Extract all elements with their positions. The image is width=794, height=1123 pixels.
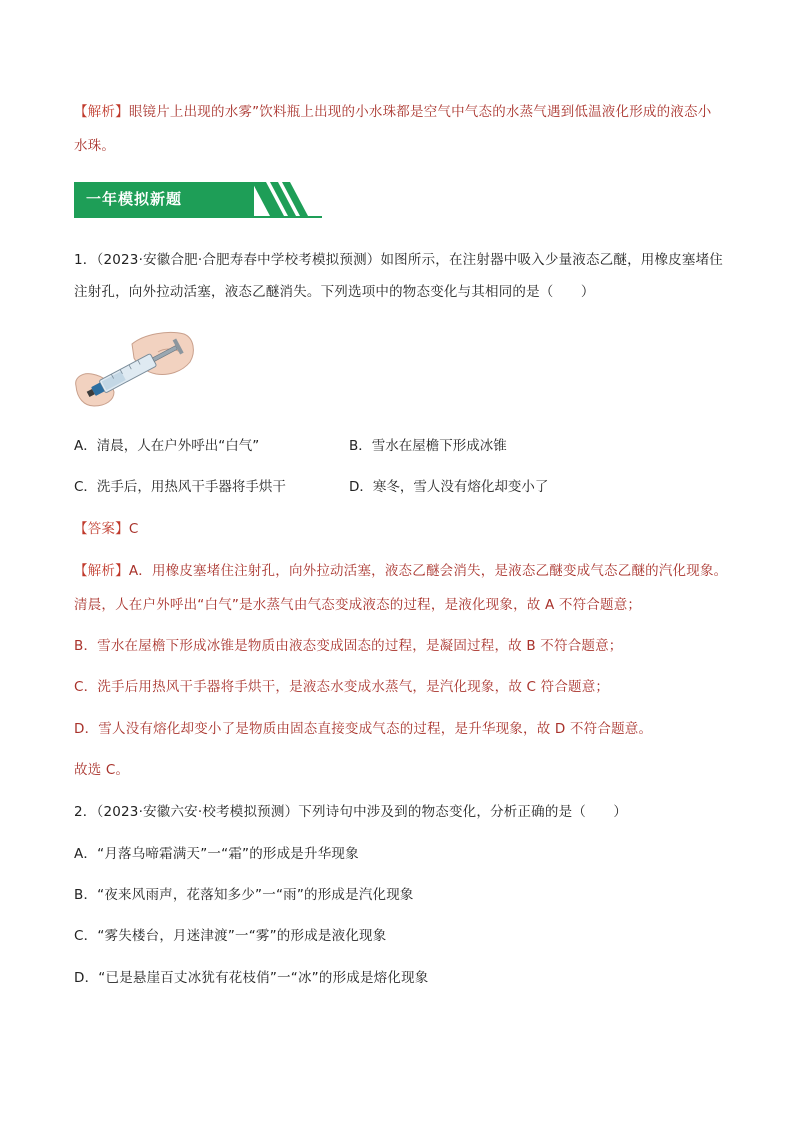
- q1-option-d: D．寒冬，雪人没有熔化却变小了: [349, 479, 549, 495]
- analysis-tag: 【解析】: [74, 563, 129, 579]
- intro-analysis-line-1: [74, 98, 724, 126]
- section-banner: [74, 182, 322, 222]
- q1-conclusion: 故选 C。: [74, 762, 130, 778]
- q1-answer: [74, 515, 724, 543]
- q1-analysis-d: D．雪人没有熔化却变小了是物质由固态直接变成气态的过程，是升华现象，故 D 不符合题意。: [74, 721, 653, 737]
- answer-value: C: [128, 521, 139, 537]
- q1-option-b: B．雪水在屋檐下形成冰锥: [349, 438, 507, 454]
- intro-analysis-line-2: 水珠。: [74, 138, 116, 154]
- q2-option-c: C．“雾失楼台，月迷津渡”一“雾”的形成是液化现象: [74, 928, 387, 944]
- q2-option-d: D．“已是悬崖百丈冰犹有花枝俏”一“冰”的形成是熔化现象: [74, 970, 429, 986]
- q2-stem: 2．（2023·安徽六安·校考模拟预测）下列诗句中涉及到的物态变化，分析正确的是（ ）: [74, 804, 628, 820]
- banner-underline: [74, 216, 322, 218]
- q1-analysis-line-2: 清晨，人在户外呼出“白气”是水蒸气由气态变成液态的过程，是液化现象，故 A 不符合题意；: [74, 597, 642, 613]
- q1-analysis-c: C．洗手后用热风干手器将手烘干，是液态水变成水蒸气，是汽化现象，故 C 符合题意；: [74, 679, 610, 695]
- q1-option-c: C．洗手后，用热风干手器将手烘干: [74, 479, 286, 495]
- syringe-in-hands-icon: [72, 330, 196, 408]
- q1-stem-line-2: 注射孔，向外拉动活塞，液态乙醚消失。下列选项中的物态变化与其相同的是（ ）: [74, 284, 595, 300]
- analysis-text: 眼镜片上出现的水雾”饮料瓶上出现的小水珠都是空气中气态的水蒸气遇到低温液化形成的液态小: [128, 104, 712, 120]
- q1-option-a: A．清晨，人在户外呼出“白气”: [74, 438, 260, 454]
- analysis-text: A．用橡皮塞堵住注射孔，向外拉动活塞，液态乙醚会消失，是液态乙醚变成气态乙醚的汽化现象。: [128, 563, 728, 579]
- q2-option-b: B．“夜来风雨声，花落知多少”一“雨”的形成是汽化现象: [74, 887, 414, 903]
- answer-tag: 【答案】: [74, 521, 129, 537]
- q1-analysis-b: B．雪水在屋檐下形成冰锥是物质由液态变成固态的过程，是凝固过程，故 B 不符合题意；: [74, 638, 623, 654]
- q1-stem-line-1: 1．（2023·安徽合肥·合肥寿春中学校考模拟预测）如图所示，在注射器中吸入少量液态乙醚，用橡皮塞堵住: [74, 252, 723, 268]
- q1-analysis-line-1: [74, 557, 728, 585]
- banner-stripes-icon: [252, 182, 322, 218]
- q2-option-a: A．“月落乌啼霜满天”一“霜”的形成是升华现象: [74, 846, 359, 862]
- section-title: 一年模拟新题: [86, 190, 183, 208]
- analysis-tag: 【解析】: [74, 104, 129, 120]
